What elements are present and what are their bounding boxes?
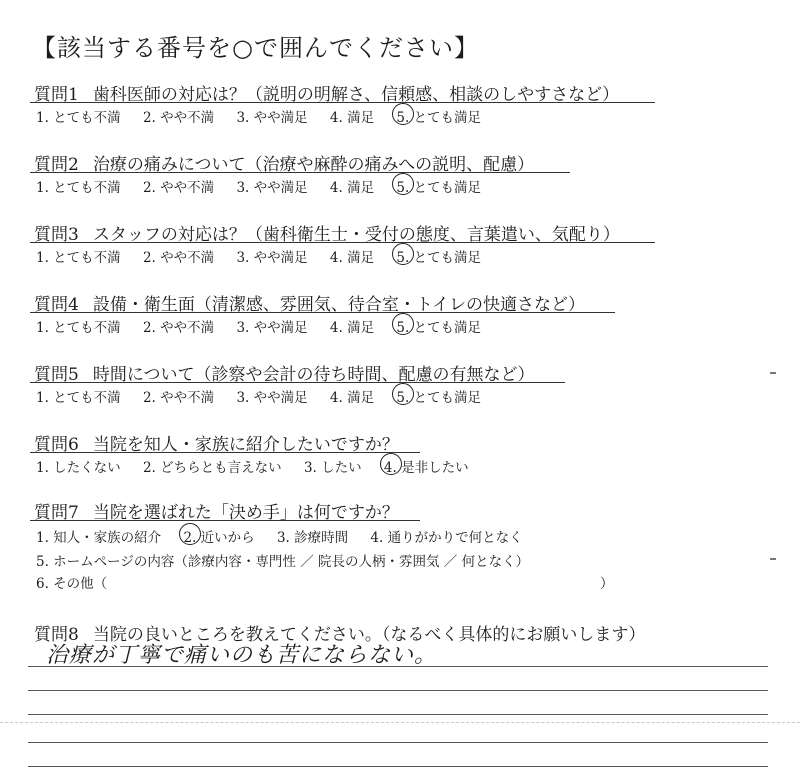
options-5 [36,386,499,406]
answer-line [28,742,768,743]
option-other-close: ） [600,576,614,592]
option[interactable]: 4. 満足 [329,180,375,196]
option[interactable]: 3. やや満足 [236,180,308,196]
option[interactable]: 2. やや不満 [142,250,215,266]
option[interactable]: 4. 満足 [329,320,375,336]
answer-line [28,690,768,691]
question-text: 治療の痛みについて（治療や麻酔の痛みへの説明、配慮） [92,155,535,175]
underline [30,382,565,383]
option[interactable]: 4. 満足 [329,110,375,126]
underline [30,242,655,243]
option[interactable]: 1. とても不満 [36,320,121,336]
option-selected[interactable]: 5. とても満足 [396,386,481,406]
options-3 [36,246,499,266]
option-selected[interactable]: 5. とても満足 [396,106,481,126]
page-title: 【該当する番号を○で囲んでください】 [32,34,479,62]
option[interactable]: 3. やや満足 [236,320,308,336]
option[interactable]: 1. とても不満 [36,180,121,196]
question-number: 質問6 [34,435,79,455]
question-text: 当院を選ばれた「決め手」は何ですか？ [92,503,399,523]
question-text: 時間について（診察や会計の待ち時間、配慮の有無など） [92,365,535,385]
question-number: 質問8 [34,625,79,645]
underline [30,452,420,453]
question-number: 質問1 [34,85,79,105]
option-homepage[interactable]: 5. ホームページの内容（診療内容・専門性 ／ 院長の人柄・雰囲気 ／ 何となく） [36,554,530,570]
options-6 [36,456,487,476]
option[interactable]: 4. 満足 [329,390,375,406]
option[interactable]: 2. やや不満 [142,110,215,126]
option[interactable]: 2. やや不満 [142,320,215,336]
question-text: 当院を知人・家族に紹介したいですか？ [92,435,399,455]
options-2 [36,176,499,196]
option-selected[interactable]: 5. とても満足 [396,316,481,336]
answer-line [28,666,768,667]
option[interactable]: 1. とても不満 [36,110,121,126]
option[interactable]: 1. したくない [36,460,121,476]
option[interactable]: 3. したい [303,460,362,476]
option[interactable]: 1. 知人・家族の紹介 [36,530,162,546]
question-number: 質問4 [34,295,79,315]
answer-line [28,714,768,715]
question-text: スタッフの対応は？（歯科衛生士・受付の態度、言葉遣い、気配り） [92,225,620,245]
question-text: 当院の良いところを教えてください。（なるべく具体的にお願いします） [92,625,646,645]
option-selected[interactable]: 5. とても満足 [396,246,481,266]
option-selected[interactable]: 2. 近いから [183,526,254,546]
options-1 [36,106,499,126]
question-number: 質問5 [34,365,79,385]
underline [30,520,420,521]
question-text: 設備・衛生面（清潔感、雰囲気、待合室・トイレの快適さなど） [92,295,585,315]
scan-mark [770,372,776,374]
handwritten-answer: 治療が丁寧で痛いのも苦にならない。 [46,643,438,668]
option[interactable]: 3. やや満足 [236,110,308,126]
question-number: 質問3 [34,225,79,245]
option[interactable]: 1. とても不満 [36,390,121,406]
option[interactable]: 1. とても不満 [36,250,121,266]
option[interactable]: 3. 診療時間 [276,530,349,546]
question-number: 質問7 [34,503,79,523]
option[interactable]: 2. やや不満 [142,390,215,406]
option-other[interactable]: 6. その他（ [36,576,108,592]
options-7 [36,526,541,546]
option[interactable]: 2. やや不満 [142,180,215,196]
options-4 [36,316,499,336]
scan-mark [770,558,776,560]
option[interactable]: 2. どちらとも言えない [142,460,282,476]
question-text: 歯科医師の対応は？（説明の明解さ、信頼感、相談のしやすさなど） [92,85,620,105]
underline [30,172,570,173]
scan-fold-line [0,722,800,723]
answer-line [28,766,768,767]
option-selected[interactable]: 5. とても満足 [396,176,481,196]
underline [30,312,615,313]
underline [30,102,655,103]
option-selected[interactable]: 4. 是非したい [384,456,469,476]
option[interactable]: 3. やや満足 [236,250,308,266]
option[interactable]: 3. やや満足 [236,390,308,406]
option[interactable]: 4. 満足 [329,250,375,266]
option[interactable]: 4. 通りがかりで何となく [370,530,523,546]
question-number: 質問2 [34,155,79,175]
